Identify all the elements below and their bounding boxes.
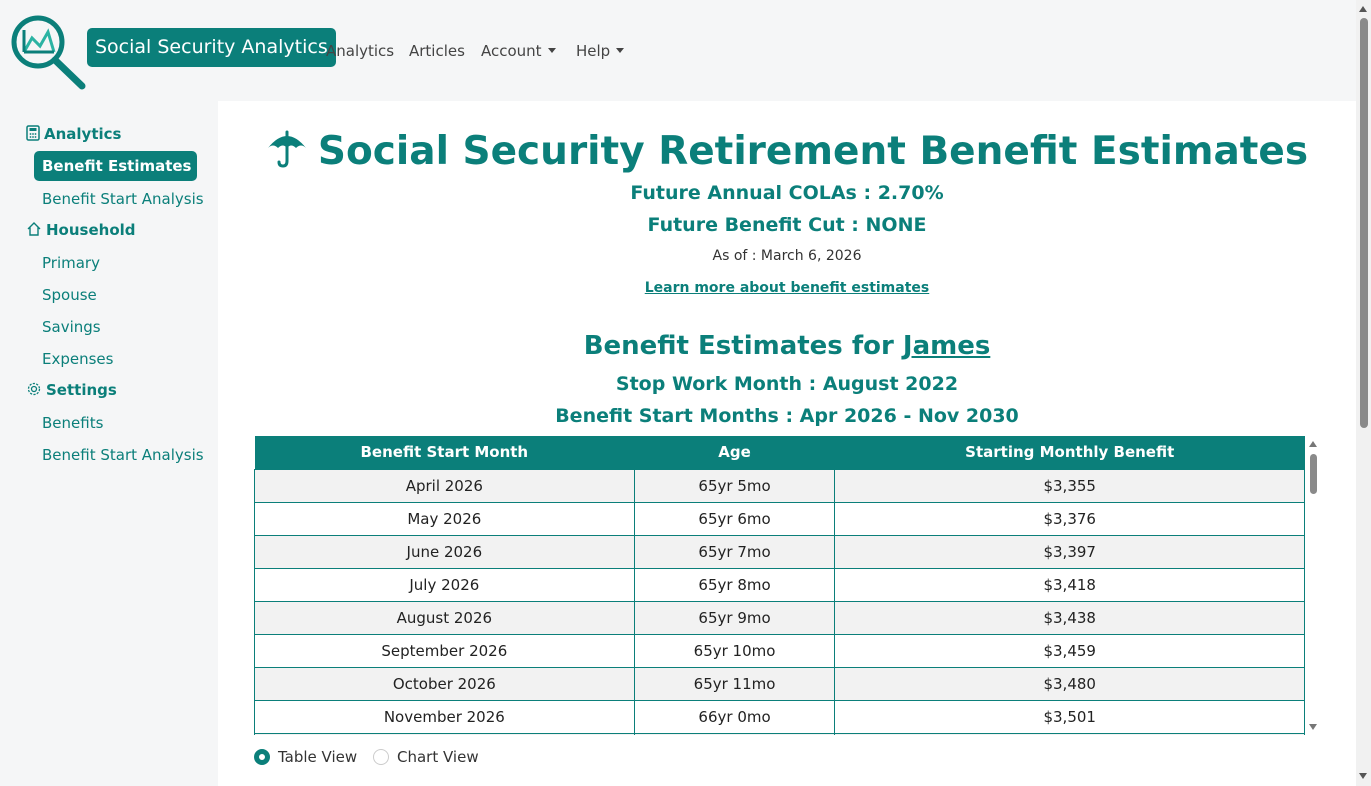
sidebar-heading-label: Settings xyxy=(46,381,117,399)
sidebar-item-benefit-estimates[interactable]: Benefit Estimates xyxy=(34,151,197,181)
scroll-down-icon[interactable] xyxy=(1359,773,1367,779)
nav-analytics[interactable]: Analytics xyxy=(326,42,395,60)
cell-benefit: $3,501 xyxy=(835,700,1305,733)
page-title xyxy=(218,128,1356,174)
table-row xyxy=(255,700,1305,733)
radio-unselected-icon xyxy=(373,749,389,765)
calculator-icon xyxy=(26,125,40,141)
table-row xyxy=(255,667,1305,700)
cell-start-month: July 2026 xyxy=(255,568,635,601)
cell-benefit: $3,418 xyxy=(835,568,1305,601)
page-scroll-thumb[interactable] xyxy=(1360,18,1368,428)
cell-start-month: October 2026 xyxy=(255,667,635,700)
sidebar-heading-settings xyxy=(26,381,117,399)
table-row xyxy=(255,502,1305,535)
radio-selected-icon xyxy=(254,749,270,765)
cell-age xyxy=(634,733,835,735)
chevron-down-icon xyxy=(548,48,556,53)
sidebar-item-primary[interactable]: Primary xyxy=(42,254,100,272)
nav-articles[interactable]: Articles xyxy=(409,42,465,60)
chevron-down-icon xyxy=(616,48,624,53)
cell-age: 65yr 6mo xyxy=(634,502,835,535)
nav-account[interactable] xyxy=(481,42,556,60)
logo-icon[interactable] xyxy=(10,12,88,90)
column-header-start-month[interactable]: Benefit Start Month xyxy=(255,436,635,469)
nav-account-label: Account xyxy=(481,42,542,60)
table-row xyxy=(255,469,1305,502)
chart-view-label: Chart View xyxy=(397,748,479,766)
cell-age: 65yr 9mo xyxy=(634,601,835,634)
page-title-text: Social Security Retirement Benefit Estimates xyxy=(317,129,1309,174)
table-view-radio[interactable] xyxy=(254,748,357,766)
person-name-link[interactable]: James xyxy=(902,331,991,361)
scroll-up-icon[interactable] xyxy=(1309,441,1317,447)
cell-age: 66yr 0mo xyxy=(634,700,835,733)
nav-help-label: Help xyxy=(576,42,611,60)
cell-start-month: June 2026 xyxy=(255,535,635,568)
cell-benefit: $3,376 xyxy=(835,502,1305,535)
cell-benefit: $3,397 xyxy=(835,535,1305,568)
page-scrollbar[interactable] xyxy=(1356,0,1371,786)
table-row xyxy=(255,601,1305,634)
top-navbar xyxy=(0,0,1356,101)
cell-benefit xyxy=(835,733,1305,735)
future-benefit-cut: Future Benefit Cut : NONE xyxy=(647,214,927,236)
column-header-age[interactable]: Age xyxy=(634,436,835,469)
sidebar xyxy=(0,101,218,786)
learn-more-link[interactable]: Learn more about benefit estimates xyxy=(644,280,930,296)
scroll-down-icon[interactable] xyxy=(1309,724,1317,730)
table-row xyxy=(255,535,1305,568)
estimates-table-container[interactable] xyxy=(254,436,1305,735)
scroll-up-icon[interactable] xyxy=(1359,6,1367,12)
nav-help[interactable] xyxy=(576,42,624,60)
sidebar-item-spouse[interactable]: Spouse xyxy=(42,286,97,304)
cell-start-month: September 2026 xyxy=(255,634,635,667)
cell-start-month: May 2026 xyxy=(255,502,635,535)
cell-age: 65yr 11mo xyxy=(634,667,835,700)
house-icon xyxy=(26,221,42,237)
cell-benefit: $3,355 xyxy=(835,469,1305,502)
future-colas: Future Annual COLAs : 2.70% xyxy=(630,182,944,204)
cell-start-month: November 2026 xyxy=(255,700,635,733)
table-row xyxy=(255,634,1305,667)
cell-age: 65yr 7mo xyxy=(634,535,835,568)
estimates-heading xyxy=(218,331,1356,361)
cell-age: 65yr 5mo xyxy=(634,469,835,502)
estimates-table xyxy=(254,436,1305,735)
cell-age: 65yr 10mo xyxy=(634,634,835,667)
cell-start-month xyxy=(255,733,635,735)
table-row xyxy=(255,568,1305,601)
table-row xyxy=(255,733,1305,735)
sidebar-item-benefit-start-analysis[interactable]: Benefit Start Analysis xyxy=(42,190,204,208)
table-scroll-thumb[interactable] xyxy=(1310,454,1317,494)
stop-work-month: Stop Work Month : August 2022 xyxy=(615,373,959,395)
brand-link[interactable]: Social Security Analytics xyxy=(87,28,336,67)
gear-icon xyxy=(26,381,42,397)
sidebar-heading-label: Analytics xyxy=(44,125,122,143)
sidebar-heading-analytics xyxy=(26,125,121,143)
estimates-heading-prefix: Benefit Estimates for xyxy=(583,331,903,361)
cell-age: 65yr 8mo xyxy=(634,568,835,601)
column-header-monthly-benefit[interactable]: Starting Monthly Benefit xyxy=(835,436,1305,469)
table-view-label: Table View xyxy=(278,748,358,766)
table-scrollbar[interactable] xyxy=(1305,436,1321,735)
table-header-row xyxy=(255,436,1305,469)
as-of-date: As of : March 6, 2026 xyxy=(712,248,862,264)
cell-benefit: $3,480 xyxy=(835,667,1305,700)
sidebar-item-expenses[interactable]: Expenses xyxy=(42,350,114,368)
chart-view-radio[interactable] xyxy=(373,748,479,766)
main-content xyxy=(218,101,1356,786)
cell-benefit: $3,459 xyxy=(835,634,1305,667)
sidebar-item-settings-benefit-start-analysis[interactable]: Benefit Start Analysis xyxy=(42,446,204,464)
sidebar-heading-label: Household xyxy=(46,221,136,239)
sidebar-item-savings[interactable]: Savings xyxy=(42,318,101,336)
umbrella-icon xyxy=(266,128,308,168)
cell-start-month: August 2026 xyxy=(255,601,635,634)
sidebar-heading-household xyxy=(26,221,136,239)
cell-start-month: April 2026 xyxy=(255,469,635,502)
benefit-start-months: Benefit Start Months : Apr 2026 - Nov 2030 xyxy=(555,405,1019,427)
cell-benefit: $3,438 xyxy=(835,601,1305,634)
sidebar-item-benefits[interactable]: Benefits xyxy=(42,414,104,432)
